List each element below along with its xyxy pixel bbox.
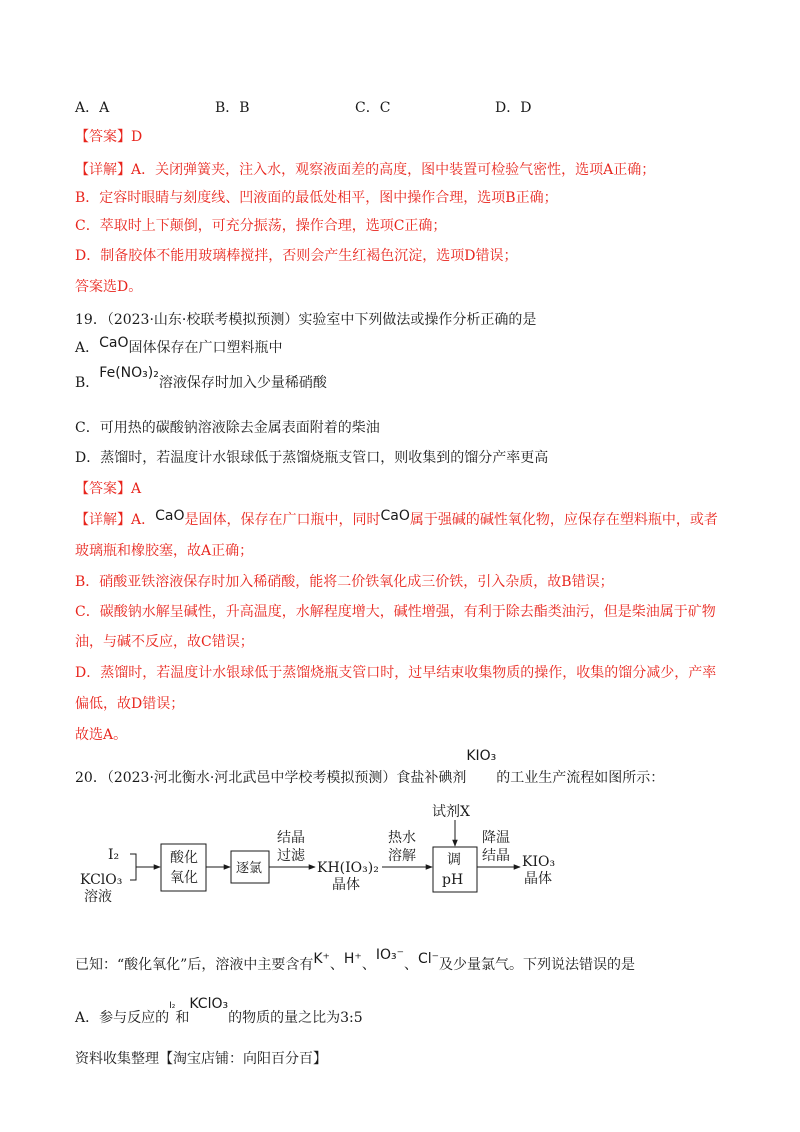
process-flow-diagram xyxy=(70,800,570,920)
flow-intermediate-product: KH(IO₃)₂ xyxy=(317,860,379,876)
footer-note: 资料收集整理【淘宝店铺：向阳百分百】 xyxy=(75,1051,327,1067)
flow-input-solution-label: 溶液 xyxy=(84,889,112,905)
q19-detail-line: D．蒸馏时，若温度计水银球低于蒸馏烧瓶支管口时，过早结束收集物质的操作，收集的馏分减少，产率 xyxy=(75,665,717,681)
ion-formula: K⁺ xyxy=(313,951,330,967)
arrow-label: 过滤 xyxy=(277,848,305,864)
flow-input-kclo3: KClO₃ xyxy=(80,872,123,888)
arrow-label: 降温 xyxy=(482,830,510,846)
q20-known-info xyxy=(75,947,636,975)
q19-option-c: C．可用热的碳酸钠溶液除去金属表面附着的柴油 xyxy=(75,420,380,436)
q20-option-a xyxy=(75,996,363,1030)
q19-option-d: D．蒸馏时，若温度计水银球低于蒸馏烧瓶支管口，则收集到的馏分产率更高 xyxy=(75,450,549,466)
stem-text: 的工业生产流程如图所示： xyxy=(496,770,665,786)
prev-option-c: C．C xyxy=(355,100,391,116)
q19-detail-line: C．碳酸钠水解呈碱性，升高温度，水解程度增大，碱性增强，有利于除去酯类油污，但是柴油属于矿物 xyxy=(75,604,716,620)
ion-formula: H⁺ xyxy=(343,951,362,967)
option-prefix: A． xyxy=(75,340,100,356)
chem-formula: KIO₃ xyxy=(466,748,497,764)
arrow-label: 结晶 xyxy=(277,830,305,846)
q19-detail-line xyxy=(75,510,718,530)
known-text: 及少量氯气。下列说法错误的是 xyxy=(439,957,636,973)
q19-option-a xyxy=(75,335,283,358)
detail-text: 属于强碱的碱性氧化物，应保存在塑料瓶中，或者 xyxy=(409,512,718,528)
q18-detail-line: 【详解】A．关闭弹簧夹，注入水，观察液面差的高度，图中装置可检验气密性，选项A正确； xyxy=(75,162,656,178)
option-text: 的物质的量之比为3:5 xyxy=(228,1010,363,1026)
prev-option-b: B．B xyxy=(215,100,250,116)
known-text: 已知：“酸化氧化”后，溶液中主要含有 xyxy=(75,957,314,973)
q18-conclusion: 答案选D。 xyxy=(75,279,143,295)
q19-conclusion: 故选A。 xyxy=(75,727,128,743)
box-label: 酸化 xyxy=(170,850,198,866)
chem-formula: Fe(NO₃)₂ xyxy=(99,365,159,381)
ion-formula: IO₃⁻ xyxy=(375,947,404,963)
flow-input-iodine: I₂ xyxy=(108,847,120,863)
box-label: 调 xyxy=(447,852,461,868)
stem-text: 20．（2023·河北衡水·河北武邑中学校考模拟预测）食盐补碘剂 xyxy=(75,770,467,786)
option-prefix: A．参与反应的 xyxy=(75,1010,170,1026)
q18-answer: 【答案】D xyxy=(75,129,143,145)
input-bracket xyxy=(130,854,136,880)
detail-text: 【详解】A． xyxy=(75,512,156,528)
chem-formula: CaO xyxy=(380,508,410,524)
product-state-label: 晶体 xyxy=(332,877,360,893)
separator: 、 xyxy=(361,957,376,973)
arrow-label: 热水 xyxy=(388,830,416,846)
ion-formula: Cl⁻ xyxy=(417,951,440,967)
q19-detail-line: B．硝酸亚铁溶液保存时加入稀硝酸，能将二价铁氧化成三价铁，引入杂质，故B错误； xyxy=(75,574,614,590)
detail-text: 是固体，保存在广口瓶中，同时 xyxy=(184,512,381,528)
option-text: 溶液保存时加入少量稀硝酸 xyxy=(158,375,327,391)
q18-detail-line: D．制备胶体不能用玻璃棒搅拌，否则会产生红褐色沉淀，选项D错误； xyxy=(75,248,518,264)
q19-detail-line: 玻璃瓶和橡胶塞，故A正确； xyxy=(75,543,254,559)
chem-formula: I₂ xyxy=(169,1001,176,1011)
q18-detail-line: C．萃取时上下颠倒，可充分振荡，操作合理，选项C正确； xyxy=(75,218,447,234)
option-text: 和 xyxy=(175,1010,190,1026)
separator: 、 xyxy=(403,957,418,973)
q19-answer: 【答案】A xyxy=(75,481,142,497)
q19-detail-line: 偏低，故D错误； xyxy=(75,696,185,712)
prev-option-d: D．D xyxy=(495,100,532,116)
chem-formula: CaO xyxy=(99,335,129,351)
chem-formula: CaO xyxy=(155,508,185,524)
product-state-label: 晶体 xyxy=(524,871,552,887)
arrow-label: 结晶 xyxy=(482,848,510,864)
option-prefix: B． xyxy=(75,375,100,391)
flow-reagent-label: 试剂X xyxy=(432,804,470,820)
q19-option-b xyxy=(75,365,327,393)
q20-stem xyxy=(75,748,665,788)
option-text: 固体保存在广口塑料瓶中 xyxy=(128,340,283,356)
chem-formula: KClO₃ xyxy=(189,996,229,1012)
flow-final-product: KIO₃ xyxy=(522,854,556,870)
arrow-label: 溶解 xyxy=(388,848,416,864)
q18-detail-line: B．定容时眼睛与刻度线、凹液面的最低处相平，图中操作合理，选项B正确； xyxy=(75,190,558,206)
box-label: pH xyxy=(442,872,464,888)
q19-detail-line: 油，与碱不反应，故C错误； xyxy=(75,634,254,650)
prev-option-a: A．A xyxy=(75,100,110,116)
separator: 、 xyxy=(329,957,344,973)
q19-stem: 19．（2023·山东·校联考模拟预测）实验室中下列做法或操作分析正确的是 xyxy=(75,312,537,328)
box-label: 逐氯 xyxy=(236,861,263,876)
box-label: 氧化 xyxy=(170,870,198,886)
